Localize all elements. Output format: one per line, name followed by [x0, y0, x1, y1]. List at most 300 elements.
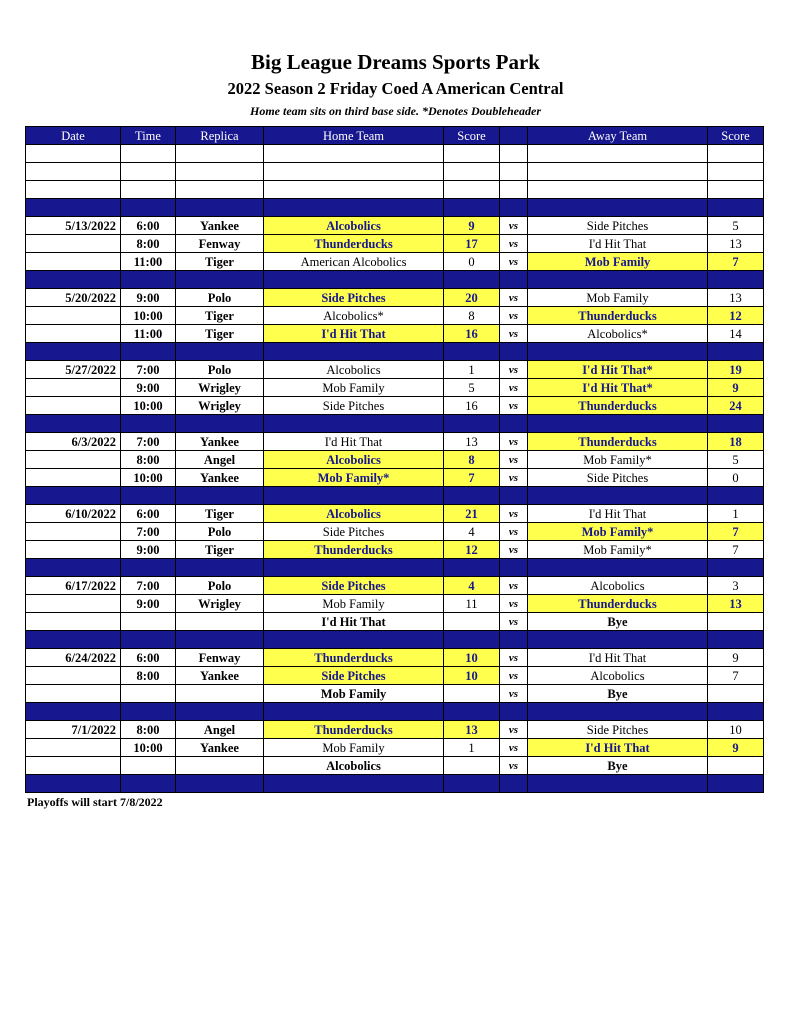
blank-cell — [500, 145, 528, 163]
vs-label: vs — [500, 595, 528, 613]
week-separator — [26, 487, 764, 505]
game-row — [26, 397, 764, 415]
home-score: 7 — [444, 469, 500, 487]
blank-cell — [708, 145, 764, 163]
game-date: 6/24/2022 — [26, 649, 121, 667]
separator-cell — [528, 199, 708, 217]
blank-cell — [444, 163, 500, 181]
separator-cell — [121, 559, 176, 577]
home-score: 21 — [444, 505, 500, 523]
game-row — [26, 649, 764, 667]
header-row — [26, 127, 764, 145]
game-replica: Yankee — [176, 469, 264, 487]
away-team: Mob Family* — [528, 523, 708, 541]
home-team: Alcobolics* — [264, 307, 444, 325]
blank-cell — [121, 163, 176, 181]
game-row — [26, 325, 764, 343]
separator-cell — [444, 487, 500, 505]
home-score — [444, 757, 500, 775]
separator-cell — [264, 415, 444, 433]
home-team: Thunderducks — [264, 235, 444, 253]
separator-cell — [26, 775, 121, 793]
game-row — [26, 523, 764, 541]
separator-cell — [176, 703, 264, 721]
blank-cell — [26, 163, 121, 181]
week-separator — [26, 703, 764, 721]
separator-cell — [264, 343, 444, 361]
separator-cell — [528, 631, 708, 649]
blank-cell — [528, 163, 708, 181]
separator-cell — [708, 703, 764, 721]
game-replica: Angel — [176, 451, 264, 469]
blank-row — [26, 181, 764, 199]
game-time: 8:00 — [121, 667, 176, 685]
game-time: 8:00 — [121, 721, 176, 739]
game-time: 7:00 — [121, 523, 176, 541]
home-team: Side Pitches — [264, 523, 444, 541]
separator-cell — [500, 631, 528, 649]
vs-label: vs — [500, 253, 528, 271]
separator-cell — [708, 271, 764, 289]
game-time — [121, 685, 176, 703]
away-score — [708, 685, 764, 703]
away-team: I'd Hit That* — [528, 379, 708, 397]
game-time: 7:00 — [121, 361, 176, 379]
separator-cell — [264, 631, 444, 649]
game-replica: Tiger — [176, 505, 264, 523]
blank-cell — [500, 163, 528, 181]
separator-cell — [708, 559, 764, 577]
blank-cell — [176, 145, 264, 163]
vs-label: vs — [500, 379, 528, 397]
away-score: 7 — [708, 667, 764, 685]
separator-cell — [444, 703, 500, 721]
home-score: 16 — [444, 397, 500, 415]
home-score: 9 — [444, 217, 500, 235]
blank-cell — [708, 163, 764, 181]
header-replica: Replica — [176, 127, 264, 145]
home-team: Mob Family — [264, 379, 444, 397]
separator-cell — [176, 487, 264, 505]
header-home-score: Score — [444, 127, 500, 145]
game-replica: Polo — [176, 523, 264, 541]
home-team: Side Pitches — [264, 577, 444, 595]
vs-label: vs — [500, 667, 528, 685]
game-time: 9:00 — [121, 289, 176, 307]
game-replica: Yankee — [176, 739, 264, 757]
away-team: Bye — [528, 613, 708, 631]
game-date: 6/17/2022 — [26, 577, 121, 595]
away-team: Alcobolics — [528, 577, 708, 595]
separator-cell — [26, 271, 121, 289]
separator-cell — [26, 199, 121, 217]
game-date: 5/20/2022 — [26, 289, 121, 307]
separator-cell — [444, 415, 500, 433]
separator-cell — [176, 343, 264, 361]
home-team: Mob Family — [264, 595, 444, 613]
separator-cell — [121, 415, 176, 433]
game-row — [26, 379, 764, 397]
separator-cell — [500, 487, 528, 505]
game-date — [26, 451, 121, 469]
game-date — [26, 397, 121, 415]
game-date — [26, 469, 121, 487]
away-score: 1 — [708, 505, 764, 523]
separator-cell — [444, 775, 500, 793]
separator-cell — [26, 703, 121, 721]
game-time: 8:00 — [121, 451, 176, 469]
game-time — [121, 757, 176, 775]
game-replica: Wrigley — [176, 595, 264, 613]
away-score — [708, 757, 764, 775]
separator-cell — [26, 343, 121, 361]
game-replica: Polo — [176, 361, 264, 379]
separator-cell — [708, 199, 764, 217]
game-replica: Yankee — [176, 433, 264, 451]
week-separator — [26, 343, 764, 361]
game-date — [26, 325, 121, 343]
away-score: 7 — [708, 523, 764, 541]
home-team: Alcobolics — [264, 505, 444, 523]
page-title: Big League Dreams Sports Park — [251, 50, 540, 74]
blank-cell — [444, 145, 500, 163]
game-time: 11:00 — [121, 325, 176, 343]
home-team: Side Pitches — [264, 397, 444, 415]
header-date: Date — [26, 127, 121, 145]
week-separator — [26, 199, 764, 217]
game-date: 7/1/2022 — [26, 721, 121, 739]
game-row — [26, 595, 764, 613]
game-replica: Polo — [176, 289, 264, 307]
away-team: Bye — [528, 685, 708, 703]
game-date: 5/13/2022 — [26, 217, 121, 235]
separator-cell — [121, 271, 176, 289]
game-time: 8:00 — [121, 235, 176, 253]
separator-cell — [26, 415, 121, 433]
game-replica: Fenway — [176, 235, 264, 253]
game-replica: Tiger — [176, 253, 264, 271]
home-team: Mob Family* — [264, 469, 444, 487]
game-replica — [176, 613, 264, 631]
home-team: Side Pitches — [264, 289, 444, 307]
home-score: 10 — [444, 667, 500, 685]
away-score: 13 — [708, 289, 764, 307]
game-replica: Tiger — [176, 307, 264, 325]
home-team: I'd Hit That — [264, 613, 444, 631]
game-row — [26, 577, 764, 595]
separator-cell — [528, 775, 708, 793]
week-separator — [26, 775, 764, 793]
separator-cell — [26, 559, 121, 577]
away-score: 10 — [708, 721, 764, 739]
header-time: Time — [121, 127, 176, 145]
away-team: Bye — [528, 757, 708, 775]
week-separator — [26, 631, 764, 649]
game-date — [26, 253, 121, 271]
game-time: 10:00 — [121, 739, 176, 757]
away-team: I'd Hit That — [528, 505, 708, 523]
separator-cell — [500, 271, 528, 289]
separator-cell — [176, 415, 264, 433]
separator-cell — [121, 775, 176, 793]
blank-cell — [264, 181, 444, 199]
blank-cell — [176, 163, 264, 181]
game-row — [26, 451, 764, 469]
header-away-team: Away Team — [528, 127, 708, 145]
home-score: 8 — [444, 307, 500, 325]
game-time — [121, 613, 176, 631]
game-row — [26, 739, 764, 757]
game-replica — [176, 685, 264, 703]
separator-cell — [121, 703, 176, 721]
blank-cell — [528, 145, 708, 163]
game-row — [26, 469, 764, 487]
vs-label: vs — [500, 451, 528, 469]
away-team: Mob Family — [528, 289, 708, 307]
away-score — [708, 613, 764, 631]
home-team: Thunderducks — [264, 541, 444, 559]
game-date: 5/27/2022 — [26, 361, 121, 379]
separator-cell — [528, 271, 708, 289]
away-score: 13 — [708, 235, 764, 253]
vs-label: vs — [500, 685, 528, 703]
home-score: 12 — [444, 541, 500, 559]
game-time: 9:00 — [121, 541, 176, 559]
game-date — [26, 739, 121, 757]
away-score: 24 — [708, 397, 764, 415]
home-score: 4 — [444, 523, 500, 541]
game-replica: Yankee — [176, 667, 264, 685]
away-score: 7 — [708, 253, 764, 271]
blank-cell — [121, 145, 176, 163]
home-score — [444, 613, 500, 631]
vs-label: vs — [500, 721, 528, 739]
away-score: 14 — [708, 325, 764, 343]
game-row — [26, 613, 764, 631]
separator-cell — [176, 631, 264, 649]
game-replica — [176, 757, 264, 775]
game-date — [26, 235, 121, 253]
away-team: Side Pitches — [528, 217, 708, 235]
separator-cell — [264, 559, 444, 577]
game-time: 6:00 — [121, 505, 176, 523]
page-subtitle: 2022 Season 2 Friday Coed A American Central — [227, 79, 564, 98]
separator-cell — [121, 487, 176, 505]
vs-label: vs — [500, 469, 528, 487]
away-score: 5 — [708, 217, 764, 235]
separator-cell — [264, 487, 444, 505]
vs-label: vs — [500, 307, 528, 325]
game-row — [26, 505, 764, 523]
vs-label: vs — [500, 361, 528, 379]
game-date — [26, 667, 121, 685]
home-score: 13 — [444, 721, 500, 739]
separator-cell — [176, 559, 264, 577]
header-home-team: Home Team — [264, 127, 444, 145]
separator-cell — [176, 775, 264, 793]
away-score: 9 — [708, 649, 764, 667]
home-score: 5 — [444, 379, 500, 397]
away-team: Side Pitches — [528, 721, 708, 739]
away-team: Mob Family — [528, 253, 708, 271]
blank-cell — [176, 181, 264, 199]
away-score: 3 — [708, 577, 764, 595]
away-score: 12 — [708, 307, 764, 325]
vs-label: vs — [500, 433, 528, 451]
header-away-score: Score — [708, 127, 764, 145]
blank-cell — [26, 181, 121, 199]
home-team: Mob Family — [264, 685, 444, 703]
vs-label: vs — [500, 577, 528, 595]
away-team: Mob Family* — [528, 451, 708, 469]
away-team: I'd Hit That — [528, 649, 708, 667]
blank-cell — [528, 181, 708, 199]
separator-cell — [26, 631, 121, 649]
game-time: 10:00 — [121, 397, 176, 415]
away-team: Thunderducks — [528, 595, 708, 613]
home-score: 20 — [444, 289, 500, 307]
separator-cell — [500, 559, 528, 577]
vs-label: vs — [500, 325, 528, 343]
vs-label: vs — [500, 523, 528, 541]
separator-cell — [528, 487, 708, 505]
separator-cell — [500, 775, 528, 793]
game-date — [26, 685, 121, 703]
home-score: 1 — [444, 739, 500, 757]
away-team: Thunderducks — [528, 397, 708, 415]
home-team: Alcobolics — [264, 757, 444, 775]
away-score: 18 — [708, 433, 764, 451]
playoffs-note: Playoffs will start 7/8/2022 — [27, 795, 163, 809]
separator-cell — [708, 775, 764, 793]
home-score: 10 — [444, 649, 500, 667]
vs-label: vs — [500, 397, 528, 415]
game-time: 7:00 — [121, 577, 176, 595]
vs-label: vs — [500, 289, 528, 307]
schedule-note: Home team sits on third base side. *Denotes Doubleheader — [250, 104, 541, 118]
game-date: 6/3/2022 — [26, 433, 121, 451]
separator-cell — [708, 487, 764, 505]
blank-cell — [264, 145, 444, 163]
game-time: 9:00 — [121, 379, 176, 397]
game-row — [26, 667, 764, 685]
game-row — [26, 757, 764, 775]
blank-row — [26, 145, 764, 163]
blank-cell — [26, 145, 121, 163]
separator-cell — [528, 703, 708, 721]
game-row — [26, 307, 764, 325]
home-score: 13 — [444, 433, 500, 451]
separator-cell — [708, 415, 764, 433]
game-date: 6/10/2022 — [26, 505, 121, 523]
away-team: Alcobolics* — [528, 325, 708, 343]
home-team: I'd Hit That — [264, 433, 444, 451]
game-replica: Tiger — [176, 325, 264, 343]
week-separator — [26, 415, 764, 433]
away-team: I'd Hit That — [528, 235, 708, 253]
game-row — [26, 361, 764, 379]
game-replica: Fenway — [176, 649, 264, 667]
game-row — [26, 253, 764, 271]
away-team: I'd Hit That* — [528, 361, 708, 379]
home-score: 11 — [444, 595, 500, 613]
separator-cell — [26, 487, 121, 505]
blank-cell — [264, 163, 444, 181]
home-score — [444, 685, 500, 703]
game-row — [26, 433, 764, 451]
away-team: I'd Hit That — [528, 739, 708, 757]
away-team: Side Pitches — [528, 469, 708, 487]
away-team: Mob Family* — [528, 541, 708, 559]
separator-cell — [176, 271, 264, 289]
away-score: 19 — [708, 361, 764, 379]
game-replica: Wrigley — [176, 397, 264, 415]
vs-label: vs — [500, 739, 528, 757]
game-date — [26, 757, 121, 775]
separator-cell — [500, 199, 528, 217]
home-score: 1 — [444, 361, 500, 379]
separator-cell — [121, 343, 176, 361]
schedule-body — [26, 145, 764, 793]
separator-cell — [264, 775, 444, 793]
home-score: 17 — [444, 235, 500, 253]
header-vs — [500, 127, 528, 145]
separator-cell — [121, 631, 176, 649]
separator-cell — [444, 559, 500, 577]
away-score: 13 — [708, 595, 764, 613]
week-separator — [26, 271, 764, 289]
home-team: Thunderducks — [264, 649, 444, 667]
week-separator — [26, 559, 764, 577]
home-team: Alcobolics — [264, 361, 444, 379]
game-replica: Angel — [176, 721, 264, 739]
blank-cell — [121, 181, 176, 199]
blank-row — [26, 163, 764, 181]
schedule-table — [25, 126, 764, 793]
separator-cell — [121, 199, 176, 217]
home-team: Mob Family — [264, 739, 444, 757]
blank-cell — [444, 181, 500, 199]
game-time: 9:00 — [121, 595, 176, 613]
game-replica: Tiger — [176, 541, 264, 559]
separator-cell — [264, 703, 444, 721]
away-score: 9 — [708, 379, 764, 397]
game-date — [26, 523, 121, 541]
blank-cell — [708, 181, 764, 199]
home-score: 0 — [444, 253, 500, 271]
separator-cell — [708, 343, 764, 361]
separator-cell — [500, 343, 528, 361]
separator-cell — [528, 559, 708, 577]
vs-label: vs — [500, 541, 528, 559]
game-date — [26, 613, 121, 631]
separator-cell — [500, 703, 528, 721]
game-date — [26, 379, 121, 397]
game-date — [26, 541, 121, 559]
game-time: 7:00 — [121, 433, 176, 451]
away-score: 5 — [708, 451, 764, 469]
game-time: 10:00 — [121, 469, 176, 487]
game-time: 11:00 — [121, 253, 176, 271]
game-time: 10:00 — [121, 307, 176, 325]
game-replica: Polo — [176, 577, 264, 595]
game-row — [26, 289, 764, 307]
separator-cell — [444, 631, 500, 649]
vs-label: vs — [500, 505, 528, 523]
separator-cell — [444, 343, 500, 361]
game-time: 6:00 — [121, 649, 176, 667]
game-row — [26, 217, 764, 235]
